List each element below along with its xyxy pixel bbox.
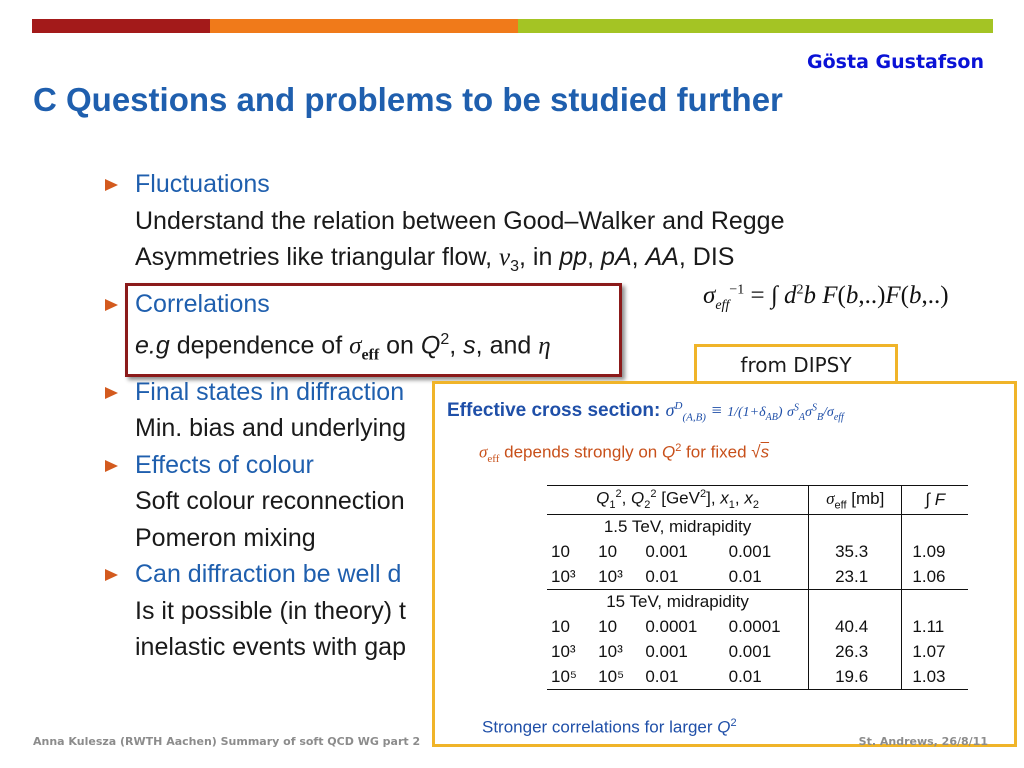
from-dipsy-label: from DIPSY — [694, 344, 898, 385]
bullet-heading: Final states in diffraction — [135, 377, 405, 406]
footer-left: Anna Kulesza (RWTH Aachen) Summary of soft QCD WG part 2 — [33, 735, 421, 748]
table-row — [547, 665, 968, 690]
bullet-heading: Effects of colour — [135, 450, 314, 479]
table-cell: 10³ — [551, 566, 576, 586]
table-cell: 10³ — [598, 642, 623, 661]
table-section-label: 15 TeV, midrapidity — [547, 590, 809, 615]
bullet-line-asymmetries: Asymmetries like triangular flow, $v_3$, in pp, pA, AA, DIS — [135, 243, 735, 275]
table-cell: 0.001 — [728, 542, 772, 561]
table-cell: 10⁵ — [547, 665, 594, 690]
table-section-row — [547, 590, 968, 615]
slide-title: C Questions and problems to be studied further — [33, 81, 783, 118]
table-header-kinematics: $Q_1^2$, $Q_2^2$ [GeV$^2$], $x_1$, $x_2$ — [547, 486, 809, 515]
table-cell: 1.06 — [902, 565, 968, 590]
table-cell: 0.01 — [641, 665, 724, 690]
table-row — [547, 615, 968, 640]
table-section-row — [547, 515, 968, 540]
table-header-integral: ∫ F — [902, 486, 968, 515]
author-name: Gösta Gustafson — [807, 51, 984, 73]
table-row — [547, 640, 968, 665]
table-row — [547, 565, 968, 590]
table-cell: 10 — [598, 542, 618, 561]
panel-footnote: Stronger correlations for larger $Q^2$ — [482, 717, 737, 737]
panel-subtitle: $\sigma_{eff}$ depends strongly on $Q^2$ for fixed √s — [479, 442, 770, 466]
bullet-fluctuations — [105, 166, 885, 286]
table-cell: 40.4 — [809, 615, 902, 640]
table-cell: 0.0001 — [645, 617, 698, 636]
table-cell: 0.001 — [728, 642, 772, 661]
sigma-eff-table — [547, 485, 968, 690]
table-cell: 10 — [598, 617, 618, 636]
bullet-arrow-icon — [105, 299, 118, 311]
table-row — [547, 540, 968, 565]
panel-title-formula: $\sigma^D_{(A,B)} \equiv 1/(1+\delta_{AB})$ $\sigma^S_A\sigma^S_B/\sigma_{eff}$ — [665, 400, 844, 424]
bullet-heading: Fluctuations — [135, 170, 270, 198]
bullet-line: Min. bias and underlying — [135, 414, 406, 443]
table-cell: 10³ — [598, 566, 623, 586]
table-header-row — [547, 486, 968, 515]
bullet-line: Is it possible (in theory) t — [135, 596, 406, 625]
table-cell: 1.03 — [902, 665, 968, 690]
table-cell: 10 — [551, 617, 570, 636]
top-bar-segment-orange — [210, 19, 518, 33]
table-cell: 19.6 — [809, 665, 902, 690]
table-cell: 1.09 — [902, 540, 968, 565]
table-cell: 10 — [551, 542, 570, 561]
correlations-highlight-box — [125, 283, 622, 377]
bullet-arrow-icon — [105, 179, 118, 191]
table-cell: 0.001 — [645, 642, 688, 661]
top-color-bar — [32, 19, 993, 33]
top-bar-segment-green — [518, 19, 993, 33]
bullet-line: inelastic events with gap — [135, 633, 406, 662]
bullet-heading: Correlations — [135, 289, 270, 318]
table-cell: 10⁵ — [594, 665, 641, 690]
bullet-line: Pomeron mixing — [135, 523, 316, 552]
table-cell: 10³ — [551, 642, 576, 661]
bullet-arrow-icon — [105, 569, 118, 581]
bullet-arrow-icon — [105, 460, 118, 472]
bullet-line: Understand the relation between Good–Walker and Regge — [135, 206, 785, 235]
bullet-line: Soft colour reconnection — [135, 487, 405, 516]
sigma-eff-formula: $\sigma_{eff}^{-1}$ = ∫ $d^2b$ F(b,..)F(b,..) — [703, 282, 949, 313]
table-cell: 23.1 — [809, 565, 902, 590]
bullet-line-dependence: e.g dependence of $\sigma_{eff}$ on $Q^2$, s, and η — [135, 331, 551, 364]
table-cell: 35.3 — [809, 540, 902, 565]
bullet-heading: Can diffraction be well d — [135, 560, 402, 589]
bullet-arrow-icon — [105, 387, 118, 399]
top-bar-segment-red — [32, 19, 210, 33]
results-panel — [432, 381, 1017, 747]
footer-right: St. Andrews, 26/8/11 — [858, 735, 988, 748]
panel-title: Effective cross section: — [447, 400, 661, 421]
table-cell: 0.01 — [728, 566, 762, 586]
table-cell: 0.01 — [645, 566, 679, 586]
effective-cross-section-line — [447, 400, 844, 424]
table-cell: 1.11 — [902, 615, 968, 640]
table-cell: 0.0001 — [728, 617, 781, 636]
table-section-label: 1.5 TeV, midrapidity — [603, 517, 752, 537]
table-cell: 0.001 — [645, 542, 688, 561]
table-cell: 26.3 — [809, 640, 902, 665]
table-cell: 0.01 — [725, 665, 809, 690]
table-header-sigma: $\sigma_{eff}$ [mb] — [809, 486, 902, 515]
table-cell: 1.07 — [902, 640, 968, 665]
